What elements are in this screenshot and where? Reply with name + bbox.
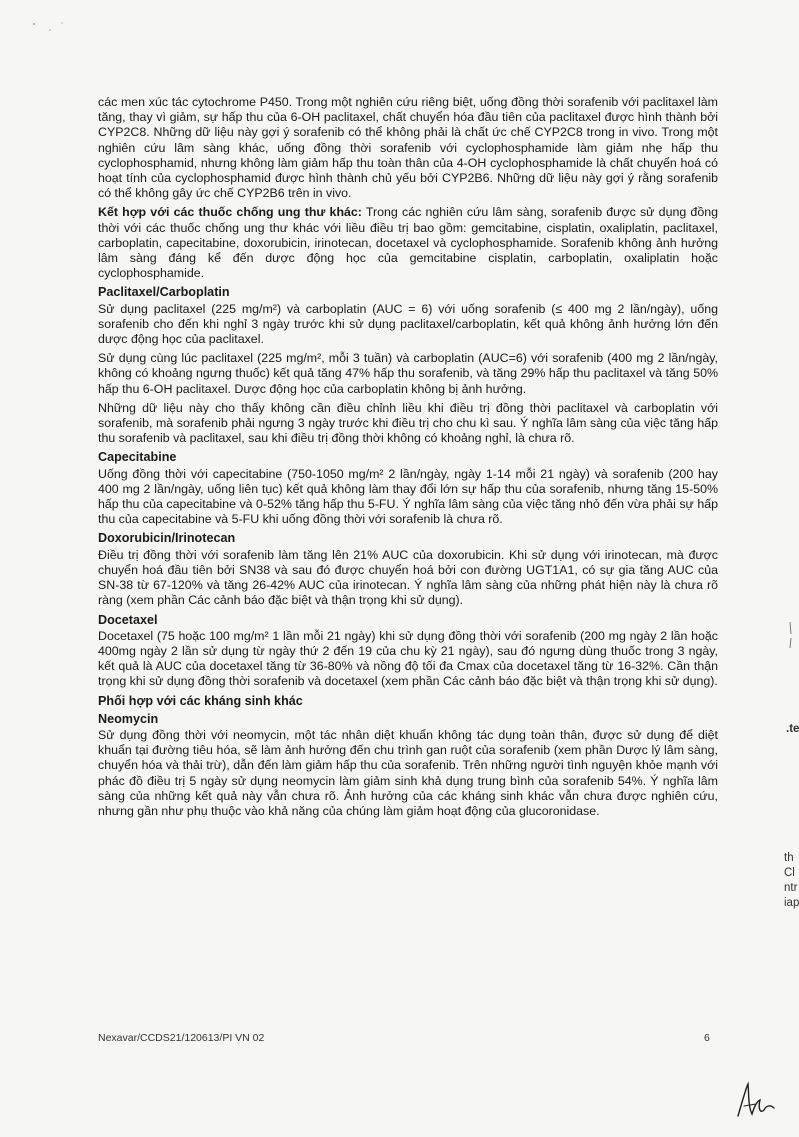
- paragraph-paclitaxel-3: Những dữ liệu này cho thấy không cần điều chỉnh liều khi điều trị đồng thời paclitaxel và carboplatin với sorafenib, mà sorafenib phải ngưng 3 ngày trước khi điều trị cho chu kì sau. Ý nghĩa lâm sàng của việc tăng hấp thu sorafenib và paclitaxel, sau khi điều trị đồng thời không có khoảng nghỉ, là chưa rõ.: [98, 400, 718, 446]
- edge-line: iap: [784, 897, 799, 909]
- paragraph-neomycin: Sử dụng đồng thời với neomycin, một tác nhân diệt khuẩn không tác dụng toàn thân, được sử dụng để diệt khuẩn tại đường tiêu hóa, sẽ làm ảnh hưởng đến chu trình gan ruột của sorafenib (xem phần Dược lý lâm sàng, chuyển hóa và thải trừ), dẫn đến làm giảm hấp thu của sorafenib. Trên những người tình nguyện khỏe mạnh với phác đồ điều trị 5 ngày sử dụng neomycin làm giảm sinh khả dụng trung bình của sorafenib 54%. Ý nghĩa lâm sàng của những kết quả này vẫn chưa rõ. Ảnh hưởng của các kháng sinh khác vẫn chưa được nghiên cứu, nhưng gần như phụ thuộc vào khả năng của chúng làm giảm hoạt động của glucoronidase.: [98, 727, 718, 818]
- edge-line: Cl: [784, 867, 795, 879]
- paragraph-docetaxel: Docetaxel (75 hoặc 100 mg/m² 1 lần mỗi 21 ngày) khi sử dụng đồng thời với sorafenib (200 mg ngày 2 lần hoặc 400mg ngày 2 lần sử dụng từ ngày thứ 2 đến 19 của chu kỳ 21 ngày), sau đó ngưng dùng thuốc trong 3 ngày, kết quả là AUC của docetaxel tăng từ 36-80% và nồng độ tối đa Cmax của docetaxel tăng từ 16-32%. Cần thận trọng khi sử dụng đồng thời sorafenib và docetaxel (xem phần Các cảnh báo đặc biệt và thận trọng khi sử dụng).: [98, 628, 718, 689]
- section-heading-paclitaxel-carboplatin: Paclitaxel/Carboplatin: [98, 285, 230, 300]
- document-body: [98, 95, 718, 823]
- section-heading-antibiotics: Phối hợp với các kháng sinh khác: [98, 693, 303, 708]
- section-heading-docetaxel: Docetaxel: [98, 612, 158, 627]
- paragraph-paclitaxel-1: Sử dụng paclitaxel (225 mg/m²) và carboplatin (AUC = 6) với uống sorafenib (≤ 400 mg 2 lần/ngày), uống sorafenib cho đến khi nghỉ 3 ngày trước khi sử dụng paclitaxel/carboplatin, kết quả không ảnh hưởng lớn đến dược động học của paclitaxel.: [98, 301, 718, 347]
- paragraph-other-anticancer: [98, 205, 718, 281]
- footer-document-id: Nexavar/CCDS21/120613/PI VN 02: [98, 1032, 265, 1044]
- edge-line: th: [784, 852, 794, 864]
- footer-page-number: 6: [704, 1032, 710, 1044]
- section-heading-doxorubicin-irinotecan: Doxorubicin/Irinotecan: [98, 531, 236, 546]
- paragraph-paclitaxel-2: Sử dụng cùng lúc paclitaxel (225 mg/m², mỗi 3 tuần) và carboplatin (AUC=6) với sorafenib (400 mg 2 lần/ngày, không có khoảng ngưng thuốc) kết quả tăng 47% hấp thu sorafenib, và tăng 29% hấp thu paclitaxel và tăng 50% hấp thu 6-OH paclitaxel. Dược động học của carboplatin không bị ảnh hưởng.: [98, 351, 718, 396]
- handwritten-signature: [730, 1078, 780, 1126]
- edge-scan-mark: [788, 620, 794, 650]
- section-heading-neomycin: Neomycin: [98, 711, 159, 726]
- edge-fragment-text: [784, 851, 799, 911]
- edge-line: ntr: [784, 882, 798, 894]
- paragraph-doxorubicin-irinotecan: Điều trị đồng thời với sorafenib làm tăng lên 21% AUC của doxorubicin. Khi sử dụng với irinotecan, mà được chuyển hoá đầu tiên bởi SN38 và sau đó được chuyển hoá bởi con đường UGT1A1, có sự gia tăng AUC của SN-38 từ 67-120% và tăng 26-42% AUC của irinotecan. Ý nghĩa lâm sàng của những phát hiện này là chưa rõ ràng (xem phần Các cảnh báo đặc biệt và thận trọng khi sử dụng).: [98, 547, 718, 608]
- section-heading-capecitabine: Capecitabine: [98, 450, 177, 465]
- paragraph-text: Trong các nghiên cứu lâm sàng, sorafenib được sử dụng đồng thời với các thuốc chống ung thư khác với liều điều trị bao gồm: gemcitabine, cisplatin, oxaliplatin, paclitaxel, carboplatin, capecitabine, doxorubicin, irinotecan, docetaxel và cyclophosphamide. Sorafenib không ảnh hưởng lâm sàng đáng kể đến dược động học của gemcitabine cisplatin, carboplatin, oxaliplatin hoặc cyclophosphamide.: [98, 205, 718, 281]
- scan-speck-marks: [28, 20, 68, 40]
- paragraph-capecitabine: Uống đồng thời với capecitabine (750-1050 mg/m² 2 lần/ngày, ngày 1-14 mỗi 21 ngày) và sorafenib (200 hay 400 mg 2 lần/ngày, uống liên tục) kết quả không làm thay đổi lớn sự hấp thu của sorafenib, nhưng tăng 15-50% hấp thu của capecitabine và 0-52% tăng hấp thu 5-FU. Ý nghĩa lâm sàng của việc tăng nhỏ đến vừa phải sự hấp thu của capecitabine và 5-FU khi uống đồng thời với sorafenib là chưa rõ.: [98, 466, 718, 527]
- edge-fragment-mark: .te: [786, 723, 799, 735]
- paragraph-cyp-inhibition: các men xúc tác cytochrome P450. Trong một nghiên cứu riêng biệt, uống đồng thời sorafenib với paclitaxel làm tăng, thay vì giảm, sự hấp thu của 6-OH paclitaxel, chất chuyển hóa đầu tiên của paclitaxel được hình thành bởi CYP2C8. Những dữ liệu này gợi ý sorafenib có thể không phải là chất ức chế CYP2C8 trong in vivo. Trong một nghiên cứu lâm sàng khác, uống đồng thời sorafenib với cyclophosphamide làm giảm nhẹ hấp thu cyclophosphamid, nhưng không làm giảm hấp thu toàn thân của 4-OH cyclophosphamide là chất chuyển hoá có hoạt tính của cyclophosphamid được hình thành chủ yếu bởi CYP2B6. Những dữ liệu này gợi ý rằng sorafenib có thể không gây ức chế CYP2B6 trên in vivo.: [98, 95, 718, 201]
- paragraph-lead-heading: Kết hợp với các thuốc chống ung thư khác:: [98, 205, 362, 220]
